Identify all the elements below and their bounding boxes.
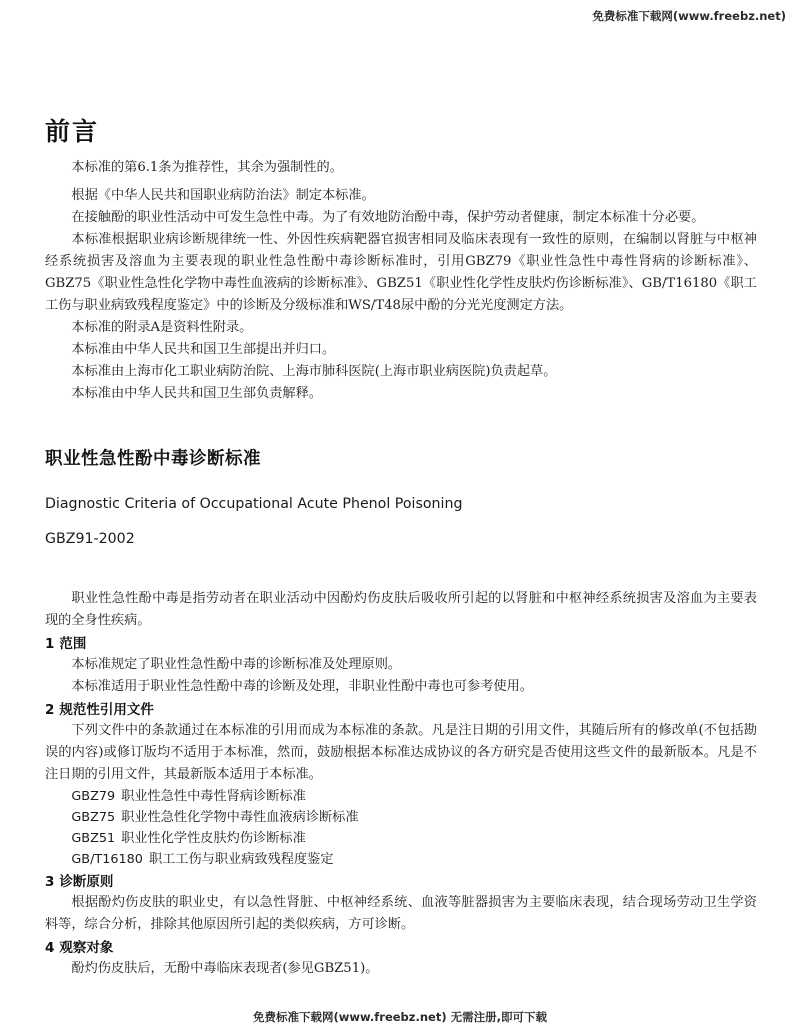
section-number-2: 2 [45,701,55,718]
normative-reference-list [45,786,757,870]
reference-item-2 [45,807,757,828]
section-1-paragraph-1: 本标准规定了职业性急性酚中毒的诊断标准及处理原则。 [71,656,402,672]
section-1-paragraph-2: 本标准适用于职业性急性酚中毒的诊断及处理，非职业性酚中毒也可参考使用。 [71,678,533,694]
reference-name-1: 职业性急性中毒性肾病诊断标准 [121,788,306,804]
reference-code-1: GBZ79 [71,788,116,804]
section-2-paragraph-1: 下列文件中的条款通过在本标准的引用而成为本标准的条款。凡是注日期的引用文件，其随后所有的修改单(不包括勘误的内容)或修订版均不适用于本标准，然而，鼓励根据本标准达成协议的各方研究是否使用这些文件的最新版本。凡是不注日期的引用文件，其最新版本适用于本标准。 [45,722,757,782]
section-title-2: 规范性引用文件 [59,701,154,718]
section-3-paragraph-1: 根据酚灼伤皮肤的职业史，有以急性肾脏、中枢神经系统、血液等脏器损害为主要临床表现，结合现场劳动卫生学资料等，综合分析，排除其他原因所引起的类似疾病，方可诊断。 [45,894,757,932]
section-heading-1 [45,634,757,654]
reference-item-1 [45,786,757,807]
watermark-header: 免费标准下载网(www.freebz.net) [592,9,786,23]
reference-name-2: 职业性急性化学物中毒性血液病诊断标准 [121,809,359,825]
foreword-body [45,157,757,405]
foreword-paragraph-4: 本标准根据职业病诊断规律统一性、外因性疾病靶器官损害相同及临床表现有一致性的原则，在编制以肾脏与中枢神经系统损害及溶血为主要表现的职业性急性酚中毒诊断标准时，引用GBZ79《职业性急性中毒性肾病的诊断标准》、GBZ75《职业性急性化学物中毒性血液病的诊断标准》、GBZ51《职业性化学性皮肤灼伤诊断标准》、GB/T16180《职工工伤与职业病致残程度鉴定》中的诊断及分级标准和WS/T48尿中酚的分光光度测定方法。 [45,231,757,313]
section-4-paragraph-1: 酚灼伤皮肤后，无酚中毒临床表现者(参见GBZ51)。 [71,960,379,976]
document-content [45,118,757,980]
section-heading-4 [45,938,757,958]
reference-code-2: GBZ75 [71,809,116,825]
section-heading-3 [45,872,757,892]
standard-title-english: Diagnostic Criteria of Occupational Acute Phenol Poisoning [45,495,463,512]
foreword-paragraph-3: 在接触酚的职业性活动中可发生急性中毒。为了有效地防治酚中毒，保护劳动者健康，制定本标准十分必要。 [71,209,705,225]
reference-item-4 [45,849,757,870]
reference-name-3: 职业性化学性皮肤灼伤诊断标准 [121,830,306,846]
reference-name-4: 职工工伤与职业病致残程度鉴定 [148,851,334,867]
standard-title-chinese: 职业性急性酚中毒诊断标准 [45,448,261,469]
section-title-1: 范围 [59,635,87,652]
section-body-2 [45,720,757,786]
section-body-3 [45,892,757,936]
intro-block [45,588,757,632]
section-number-4: 4 [45,939,55,956]
section-title-4: 观察对象 [59,939,114,956]
watermark-footer: 免费标准下载网(www.freebz.net) 无需注册,即可下载 [253,1010,547,1024]
section-body-1 [45,654,757,698]
foreword-paragraph-2: 根据《中华人民共和国职业病防治法》制定本标准。 [71,187,375,203]
standard-title-block [45,449,757,548]
section-heading-2 [45,700,757,720]
section-body-4 [45,958,757,980]
foreword-paragraph-1: 本标准的第6.1条为推荐性，其余为强制性的。 [71,159,343,175]
section-number-3: 3 [45,873,55,890]
foreword-paragraph-5: 本标准的附录A是资料性附录。 [71,319,253,335]
reference-item-3 [45,828,757,849]
intro-paragraph: 职业性急性酚中毒是指劳动者在职业活动中因酚灼伤皮肤后吸收所引起的以肾脏和中枢神经系统损害及溶血为主要表现的全身性疾病。 [45,590,757,628]
section-number-1: 1 [45,635,55,652]
foreword-paragraph-8: 本标准由中华人民共和国卫生部负责解释。 [71,385,322,401]
foreword-paragraph-7: 本标准由上海市化工职业病防治院、上海市肺科医院(上海市职业病医院)负责起草。 [71,363,557,379]
foreword-paragraph-6: 本标准由中华人民共和国卫生部提出并归口。 [71,341,336,357]
section-title-3: 诊断原则 [59,873,114,890]
reference-code-3: GBZ51 [71,830,116,846]
standard-body [45,588,757,980]
standard-code: GBZ91-2002 [45,530,135,547]
foreword-heading: 前言 [45,117,100,146]
reference-code-4: GB/T16180 [71,851,143,867]
